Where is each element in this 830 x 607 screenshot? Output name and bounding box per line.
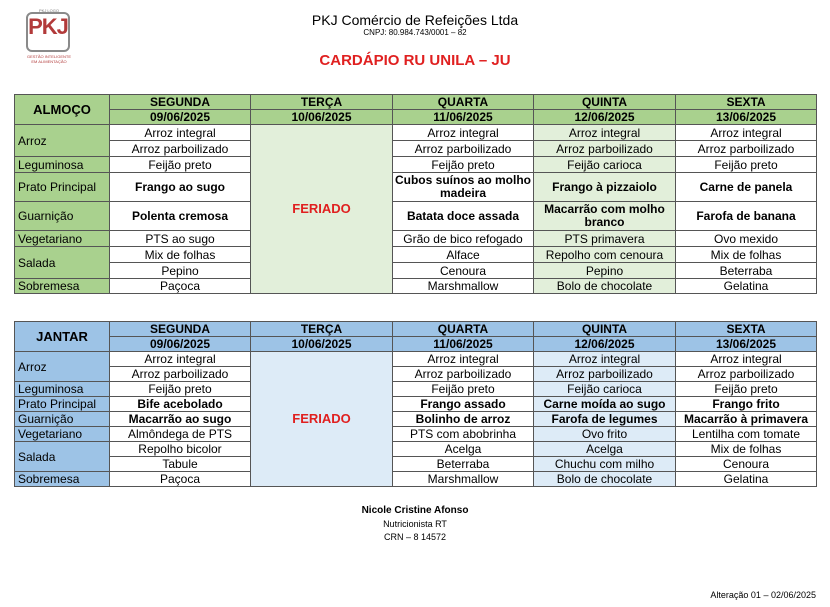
category-guarnicao: Guarnição bbox=[15, 412, 110, 427]
day-name-sexta: SEXTA bbox=[676, 95, 817, 110]
day-name-quarta: QUARTA bbox=[393, 95, 534, 110]
menu-cell: Repolho com cenoura bbox=[534, 247, 676, 263]
menu-cell: Frango assado bbox=[393, 397, 534, 412]
menu-cell: Carne de panela bbox=[676, 173, 817, 202]
day-name-segunda: SEGUNDA bbox=[110, 322, 251, 337]
day-date-sexta: 13/06/2025 bbox=[676, 337, 817, 352]
table-row bbox=[15, 427, 817, 442]
dinner-header-dates bbox=[15, 337, 817, 352]
menu-cell: Batata doce assada bbox=[393, 202, 534, 231]
menu-cell: Beterraba bbox=[676, 263, 817, 279]
dinner-header-days bbox=[15, 322, 817, 337]
menu-cell: Arroz integral bbox=[110, 125, 251, 141]
menu-cell: Arroz integral bbox=[534, 125, 676, 141]
category-prato-principal: Prato Principal bbox=[15, 397, 110, 412]
table-row bbox=[15, 367, 817, 382]
company-name: PKJ Comércio de Refeições Ltda bbox=[311, 12, 519, 28]
menu-cell: Feijão preto bbox=[676, 382, 817, 397]
menu-cell: Acelga bbox=[534, 442, 676, 457]
menu-cell: Arroz parboilizado bbox=[676, 367, 817, 382]
category-sobremesa: Sobremesa bbox=[15, 472, 110, 487]
logo-text: PKJ bbox=[28, 14, 68, 39]
dinner-table bbox=[14, 321, 817, 487]
category-prato-principal: Prato Principal bbox=[15, 173, 110, 202]
menu-cell: Cenoura bbox=[393, 263, 534, 279]
table-row bbox=[15, 352, 817, 367]
category-guarnicao: Guarnição bbox=[15, 202, 110, 231]
category-vegetariano: Vegetariano bbox=[15, 231, 110, 247]
menu-cell: Marshmallow bbox=[393, 279, 534, 294]
menu-cell: Tabule bbox=[110, 457, 251, 472]
revision-note: Alteração 01 – 02/06/2025 bbox=[710, 590, 816, 600]
menu-title: CARDÁPIO RU UNILA – JU bbox=[319, 52, 511, 69]
menu-cell: Frango frito bbox=[676, 397, 817, 412]
table-row bbox=[15, 397, 817, 412]
menu-cell: Arroz parboilizado bbox=[110, 367, 251, 382]
signature-crn: CRN – 8 14572 bbox=[383, 532, 447, 542]
category-arroz: Arroz bbox=[15, 125, 110, 157]
menu-cell: Pepino bbox=[534, 263, 676, 279]
menu-cell: Bolinho de arroz bbox=[393, 412, 534, 427]
menu-cell: Feijão carioca bbox=[534, 382, 676, 397]
menu-cell: Farofa de legumes bbox=[534, 412, 676, 427]
lunch-header-days bbox=[15, 95, 817, 110]
menu-cell: Almôndega de PTS bbox=[110, 427, 251, 442]
day-name-terca: TERÇA bbox=[251, 95, 393, 110]
day-date-terca: 10/06/2025 bbox=[251, 110, 393, 125]
menu-cell: Mix de folhas bbox=[676, 247, 817, 263]
menu-cell: Arroz parboilizado bbox=[393, 367, 534, 382]
menu-cell: Feijão carioca bbox=[534, 157, 676, 173]
menu-cell: Grão de bico refogado bbox=[393, 231, 534, 247]
menu-cell: Arroz integral bbox=[393, 125, 534, 141]
category-leguminosa: Leguminosa bbox=[15, 382, 110, 397]
table-row bbox=[15, 202, 817, 231]
table-row bbox=[15, 412, 817, 427]
menu-cell: Chuchu com milho bbox=[534, 457, 676, 472]
menu-cell: Marshmallow bbox=[393, 472, 534, 487]
category-sobremesa: Sobremesa bbox=[15, 279, 110, 294]
menu-cell: Bife acebolado bbox=[110, 397, 251, 412]
day-date-segunda: 09/06/2025 bbox=[110, 337, 251, 352]
category-arroz: Arroz bbox=[15, 352, 110, 382]
menu-cell: Feijão preto bbox=[393, 382, 534, 397]
category-vegetariano: Vegetariano bbox=[15, 427, 110, 442]
menu-cell: Arroz parboilizado bbox=[534, 367, 676, 382]
day-name-sexta: SEXTA bbox=[676, 322, 817, 337]
table-row bbox=[15, 173, 817, 202]
logo-tagline-1: GESTÃO INTELIGENTE bbox=[26, 54, 71, 59]
menu-cell: Arroz parboilizado bbox=[534, 141, 676, 157]
menu-cell: Ovo frito bbox=[534, 427, 676, 442]
menu-cell: Arroz integral bbox=[534, 352, 676, 367]
menu-cell: Acelga bbox=[393, 442, 534, 457]
menu-cell: PTS com abobrinha bbox=[393, 427, 534, 442]
menu-cell: Bolo de chocolate bbox=[534, 472, 676, 487]
menu-cell: Feijão preto bbox=[110, 157, 251, 173]
menu-cell: Paçoca bbox=[110, 279, 251, 294]
table-row bbox=[15, 231, 817, 247]
table-row bbox=[15, 263, 817, 279]
signature-name: Nicole Cristine Afonso bbox=[361, 505, 469, 516]
table-row bbox=[15, 457, 817, 472]
table-row bbox=[15, 472, 817, 487]
logo-tagline-2: EM ALIMENTAÇÃO bbox=[31, 59, 67, 64]
menu-cell: Gelatina bbox=[676, 279, 817, 294]
menu-cell: Gelatina bbox=[676, 472, 817, 487]
menu-cell: Bolo de chocolate bbox=[534, 279, 676, 294]
menu-cell: Feijão preto bbox=[110, 382, 251, 397]
menu-cell: Polenta cremosa bbox=[110, 202, 251, 231]
category-salada: Salada bbox=[15, 442, 110, 472]
day-name-terca: TERÇA bbox=[251, 322, 393, 337]
logo-top-text: PKJ LOGO bbox=[38, 8, 59, 13]
menu-cell: Farofa de banana bbox=[676, 202, 817, 231]
day-date-segunda: 09/06/2025 bbox=[110, 110, 251, 125]
menu-cell: Carne moída ao sugo bbox=[534, 397, 676, 412]
menu-cell: Arroz integral bbox=[676, 125, 817, 141]
day-name-segunda: SEGUNDA bbox=[110, 95, 251, 110]
menu-cell: Pepino bbox=[110, 263, 251, 279]
menu-cell: PTS ao sugo bbox=[110, 231, 251, 247]
menu-cell: Alface bbox=[393, 247, 534, 263]
menu-cell: Arroz integral bbox=[110, 352, 251, 367]
day-date-quarta: 11/06/2025 bbox=[393, 110, 534, 125]
menu-cell: Frango ao sugo bbox=[110, 173, 251, 202]
lunch-table bbox=[14, 94, 817, 294]
menu-cell: Cenoura bbox=[676, 457, 817, 472]
menu-cell: Macarrão com molho branco bbox=[534, 202, 676, 231]
menu-cell: Ovo mexido bbox=[676, 231, 817, 247]
menu-cell: Arroz integral bbox=[393, 352, 534, 367]
day-date-quinta: 12/06/2025 bbox=[534, 337, 676, 352]
company-cnpj: CNPJ: 80.984.743/0001 – 82 bbox=[363, 28, 467, 37]
day-date-quarta: 11/06/2025 bbox=[393, 337, 534, 352]
menu-cell: Arroz parboilizado bbox=[110, 141, 251, 157]
table-row bbox=[15, 279, 817, 294]
lunch-label: ALMOÇO bbox=[15, 95, 110, 125]
table-row bbox=[15, 141, 817, 157]
dinner-label: JANTAR bbox=[15, 322, 110, 352]
table-row bbox=[15, 125, 817, 141]
menu-cell: Cubos suínos ao molho madeira bbox=[393, 173, 534, 202]
day-name-quarta: QUARTA bbox=[393, 322, 534, 337]
day-date-terca: 10/06/2025 bbox=[251, 337, 393, 352]
table-row bbox=[15, 157, 817, 173]
menu-cell: PTS primavera bbox=[534, 231, 676, 247]
holiday-cell: FERIADO bbox=[251, 352, 393, 487]
category-leguminosa: Leguminosa bbox=[15, 157, 110, 173]
menu-cell: Feijão preto bbox=[393, 157, 534, 173]
menu-cell: Mix de folhas bbox=[110, 247, 251, 263]
day-name-quinta: QUINTA bbox=[534, 322, 676, 337]
menu-cell: Lentilha com tomate bbox=[676, 427, 817, 442]
table-row bbox=[15, 382, 817, 397]
menu-cell: Beterraba bbox=[393, 457, 534, 472]
menu-cell: Arroz parboilizado bbox=[676, 141, 817, 157]
menu-cell: Frango à pizzaiolo bbox=[534, 173, 676, 202]
menu-cell: Arroz integral bbox=[676, 352, 817, 367]
menu-cell: Macarrão à primavera bbox=[676, 412, 817, 427]
lunch-header-dates bbox=[15, 110, 817, 125]
table-row bbox=[15, 247, 817, 263]
menu-cell: Repolho bicolor bbox=[110, 442, 251, 457]
holiday-cell: FERIADO bbox=[251, 125, 393, 294]
menu-cell: Mix de folhas bbox=[676, 442, 817, 457]
menu-cell: Macarrão ao sugo bbox=[110, 412, 251, 427]
category-salada: Salada bbox=[15, 247, 110, 279]
day-date-sexta: 13/06/2025 bbox=[676, 110, 817, 125]
table-row bbox=[15, 442, 817, 457]
menu-cell: Arroz parboilizado bbox=[393, 141, 534, 157]
day-name-quinta: QUINTA bbox=[534, 95, 676, 110]
signature-role: Nutricionista RT bbox=[383, 519, 447, 529]
day-date-quinta: 12/06/2025 bbox=[534, 110, 676, 125]
menu-cell: Feijão preto bbox=[676, 157, 817, 173]
menu-cell: Paçoca bbox=[110, 472, 251, 487]
